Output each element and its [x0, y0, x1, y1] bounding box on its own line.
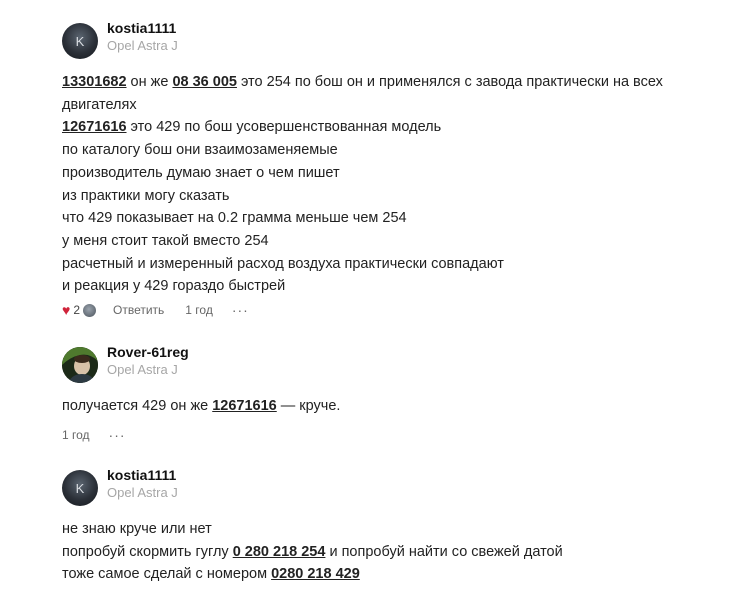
comment-text: и реакция у 429 гораздо быстрей [62, 278, 286, 295]
comment-line [62, 541, 563, 564]
liker-avatar[interactable] [83, 304, 96, 317]
comment-text: он же [126, 74, 173, 90]
comment-line [62, 94, 663, 117]
comment-text: у меня стоит такой вместо 254 [62, 232, 269, 249]
comment-meta [62, 302, 249, 318]
part-number-link[interactable]: 08 36 005 [172, 74, 237, 90]
comment-text: по каталогу бош они взаимозаменяемые [62, 142, 338, 159]
comment-text: двигателях [62, 96, 137, 113]
user-photo-icon [62, 347, 98, 383]
comment-text: и попробуй найти со свежей датой [325, 543, 563, 560]
author-name[interactable]: kostia1111 [107, 20, 177, 36]
comment-line [62, 563, 563, 586]
comment-text: попробуй скормить гуглу [62, 543, 233, 560]
part-number-link[interactable]: 0280 218 429 [271, 566, 360, 583]
author-name[interactable]: kostia1111 [107, 467, 177, 483]
author-car[interactable]: Opel Astra J [107, 485, 178, 500]
avatar[interactable] [62, 23, 98, 59]
comment-body [62, 518, 563, 586]
comment-body [62, 71, 663, 298]
reply-button[interactable]: Ответить [113, 303, 165, 317]
comment-text: не знаю круче или нет [62, 521, 212, 537]
comment-line [62, 185, 663, 208]
comment-line [62, 518, 563, 541]
more-icon[interactable]: ··· [231, 302, 249, 318]
avatar[interactable] [62, 347, 98, 383]
comment-line [62, 253, 663, 276]
heart-icon[interactable]: ♥ [62, 302, 71, 318]
comment-line [62, 395, 340, 418]
more-icon[interactable]: ··· [108, 427, 126, 443]
comment-line [62, 275, 663, 298]
timestamp[interactable]: 1 год [185, 303, 213, 317]
comment-text: тоже самое сделай с номером [62, 566, 272, 583]
author-name[interactable]: Rover-61reg [107, 344, 189, 360]
comment-line [62, 139, 663, 162]
part-number-link[interactable]: 13301682 [62, 74, 127, 90]
avatar-letter: K [75, 33, 85, 49]
author-car[interactable]: Opel Astra J [107, 38, 178, 53]
like-count: 2 [73, 303, 80, 317]
comment-text: это 429 по бош усовершенствованная модель [126, 119, 442, 136]
avatar[interactable] [62, 470, 98, 506]
avatar-letter: K [75, 480, 85, 496]
part-number-link[interactable]: 12671616 [62, 119, 127, 136]
part-number-link[interactable]: 12671616 [212, 398, 277, 414]
comment-line [62, 116, 663, 139]
comment-text: расчетный и измеренный расход воздуха практически совпадают [62, 255, 504, 272]
comment-text: производитель думаю знает о чем пишет [62, 164, 340, 181]
comment-line [62, 207, 663, 230]
comment-line [62, 230, 663, 253]
author-car[interactable]: Opel Astra J [107, 362, 178, 377]
comment-meta [62, 427, 126, 443]
comment-body [62, 395, 340, 418]
comment-text: что 429 показывает на 0.2 грамма меньше чем 254 [62, 210, 407, 227]
comment-line [62, 162, 663, 185]
comment-text: — круче. [276, 398, 341, 414]
timestamp[interactable]: 1 год [62, 428, 90, 442]
comment-text: из практики могу сказать [62, 187, 230, 204]
comment-line [62, 71, 663, 94]
part-number-link[interactable]: 0 280 218 254 [232, 543, 326, 560]
comment-text: получается 429 он же [62, 398, 213, 414]
comment-text: это 254 по бош он и применялся с завода практически на всех [236, 74, 663, 90]
